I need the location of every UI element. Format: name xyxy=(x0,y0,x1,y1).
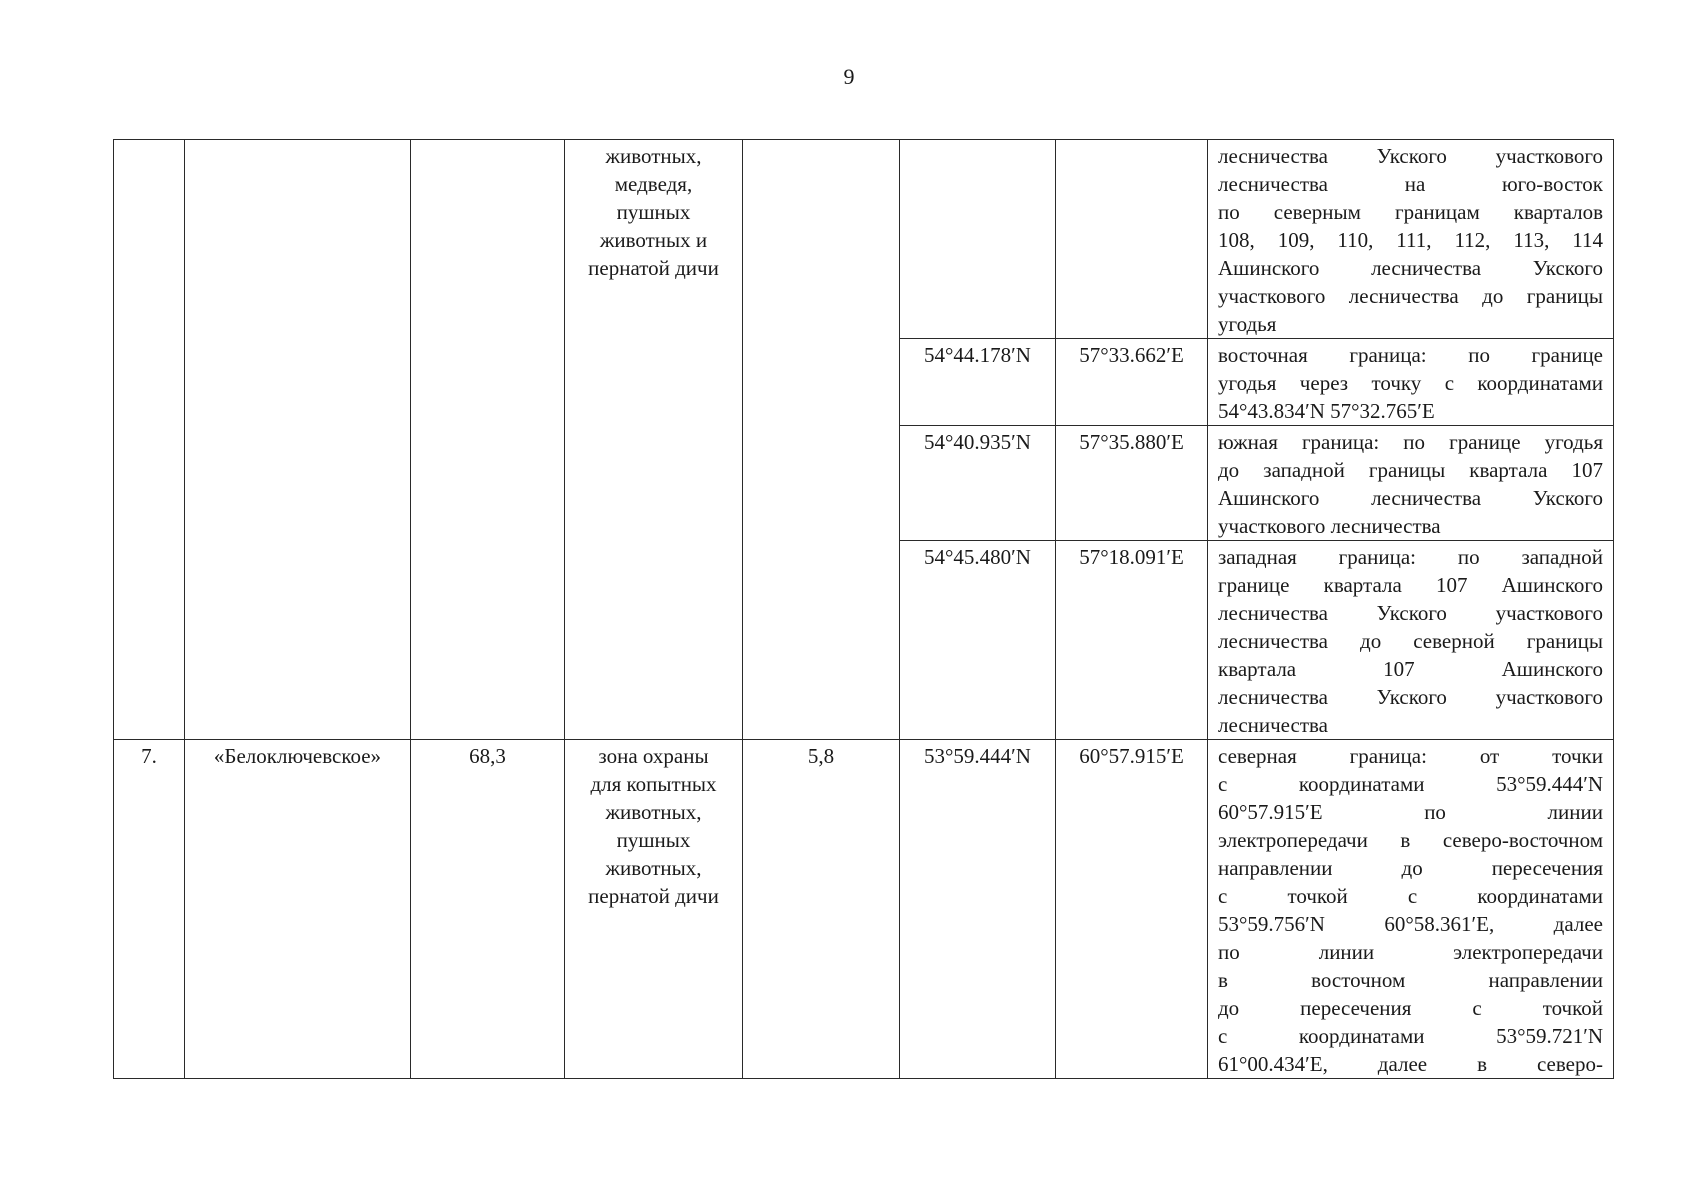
description-line: угодья xyxy=(1218,312,1277,336)
purpose-line: пушных xyxy=(616,200,691,224)
cell-longitude: 57°35.880′E xyxy=(1056,426,1208,541)
purpose-line: животных, xyxy=(605,800,702,824)
description-line: Ашинского лесничества Укского xyxy=(1218,486,1603,510)
description-line: с точкой с координатами xyxy=(1218,884,1603,908)
description-line: с координатами 53°59.444′N xyxy=(1218,772,1603,796)
description-line: лесничества на юго-восток xyxy=(1218,172,1603,196)
description-line: 60°57.915′E по линии xyxy=(1218,800,1603,824)
description-line: лесничества до северной границы xyxy=(1218,629,1603,653)
cell-boundary-description xyxy=(1208,140,1614,339)
cell-latitude: 53°59.444′N xyxy=(900,740,1056,1079)
description-line: 61°00.434′E, далее в северо- xyxy=(1218,1052,1603,1076)
cell-longitude xyxy=(1056,140,1208,339)
purpose-line: медведя, xyxy=(614,172,693,196)
purpose-line: зона охраны xyxy=(598,744,709,768)
description-line: участкового лесничества xyxy=(1218,514,1441,538)
description-line: по северным границам кварталов xyxy=(1218,200,1603,224)
cell-longitude: 57°33.662′E xyxy=(1056,339,1208,426)
page-number: 9 xyxy=(843,64,855,89)
cell-number: 7. xyxy=(114,740,185,1079)
purpose-line: животных, xyxy=(605,144,702,168)
cell-longitude: 57°18.091′E xyxy=(1056,541,1208,740)
description-line: по линии электропередачи xyxy=(1218,940,1603,964)
description-line: Ашинского лесничества Укского xyxy=(1218,256,1603,280)
cell-name xyxy=(185,140,411,740)
description-line: с координатами 53°59.721′N xyxy=(1218,1024,1603,1048)
purpose-line: животных и xyxy=(599,228,708,252)
purpose-line: животных, xyxy=(605,856,702,880)
purpose-line: пушных xyxy=(616,828,691,852)
description-line: 54°43.834′N 57°32.765′E xyxy=(1218,399,1435,423)
cell-zone-area: 5,8 xyxy=(743,740,900,1079)
description-line: лесничества xyxy=(1218,713,1328,737)
cell-purpose xyxy=(565,140,743,740)
description-line: участкового лесничества до границы xyxy=(1218,284,1603,308)
description-line: 53°59.756′N 60°58.361′E, далее xyxy=(1218,912,1603,936)
description-line: лесничества Укского участкового xyxy=(1218,601,1603,625)
description-line: квартала 107 Ашинского xyxy=(1218,657,1603,681)
cell-area: 68,3 xyxy=(411,740,565,1079)
cell-boundary-description xyxy=(1208,426,1614,541)
description-line: угодья через точку с координатами xyxy=(1218,371,1603,395)
purpose-line: пернатой дичи xyxy=(588,256,719,280)
purpose-line: пернатой дичи xyxy=(588,884,719,908)
cell-longitude: 60°57.915′E xyxy=(1056,740,1208,1079)
description-line: восточная граница: по границе xyxy=(1218,343,1603,367)
hunting-grounds-table xyxy=(113,139,1614,1079)
table-row xyxy=(114,140,1614,339)
cell-latitude: 54°40.935′N xyxy=(900,426,1056,541)
cell-name: «Белоключевское» xyxy=(185,740,411,1079)
description-line: электропередачи в северо-восточном xyxy=(1218,828,1603,852)
cell-boundary-description xyxy=(1208,541,1614,740)
purpose-line: для копытных xyxy=(590,772,717,796)
cell-area xyxy=(411,140,565,740)
cell-latitude: 54°44.178′N xyxy=(900,339,1056,426)
description-line: границе квартала 107 Ашинского xyxy=(1218,573,1603,597)
description-line: южная граница: по границе угодья xyxy=(1218,430,1603,454)
description-line: до пересечения с точкой xyxy=(1218,996,1603,1020)
description-line: до западной границы квартала 107 xyxy=(1218,458,1603,482)
cell-number xyxy=(114,140,185,740)
description-line: западная граница: по западной xyxy=(1218,545,1603,569)
cell-boundary-description xyxy=(1208,339,1614,426)
description-line: северная граница: от точки xyxy=(1218,744,1603,768)
cell-purpose xyxy=(565,740,743,1079)
description-line: направлении до пересечения xyxy=(1218,856,1603,880)
table-row xyxy=(114,740,1614,1079)
description-line: лесничества Укского участкового xyxy=(1218,685,1603,709)
cell-latitude xyxy=(900,140,1056,339)
cell-boundary-description xyxy=(1208,740,1614,1079)
cell-zone-area xyxy=(743,140,900,740)
description-line: в восточном направлении xyxy=(1218,968,1603,992)
description-line: лесничества Укского участкового xyxy=(1218,144,1603,168)
cell-latitude: 54°45.480′N xyxy=(900,541,1056,740)
description-line: 108, 109, 110, 111, 112, 113, 114 xyxy=(1218,228,1603,252)
